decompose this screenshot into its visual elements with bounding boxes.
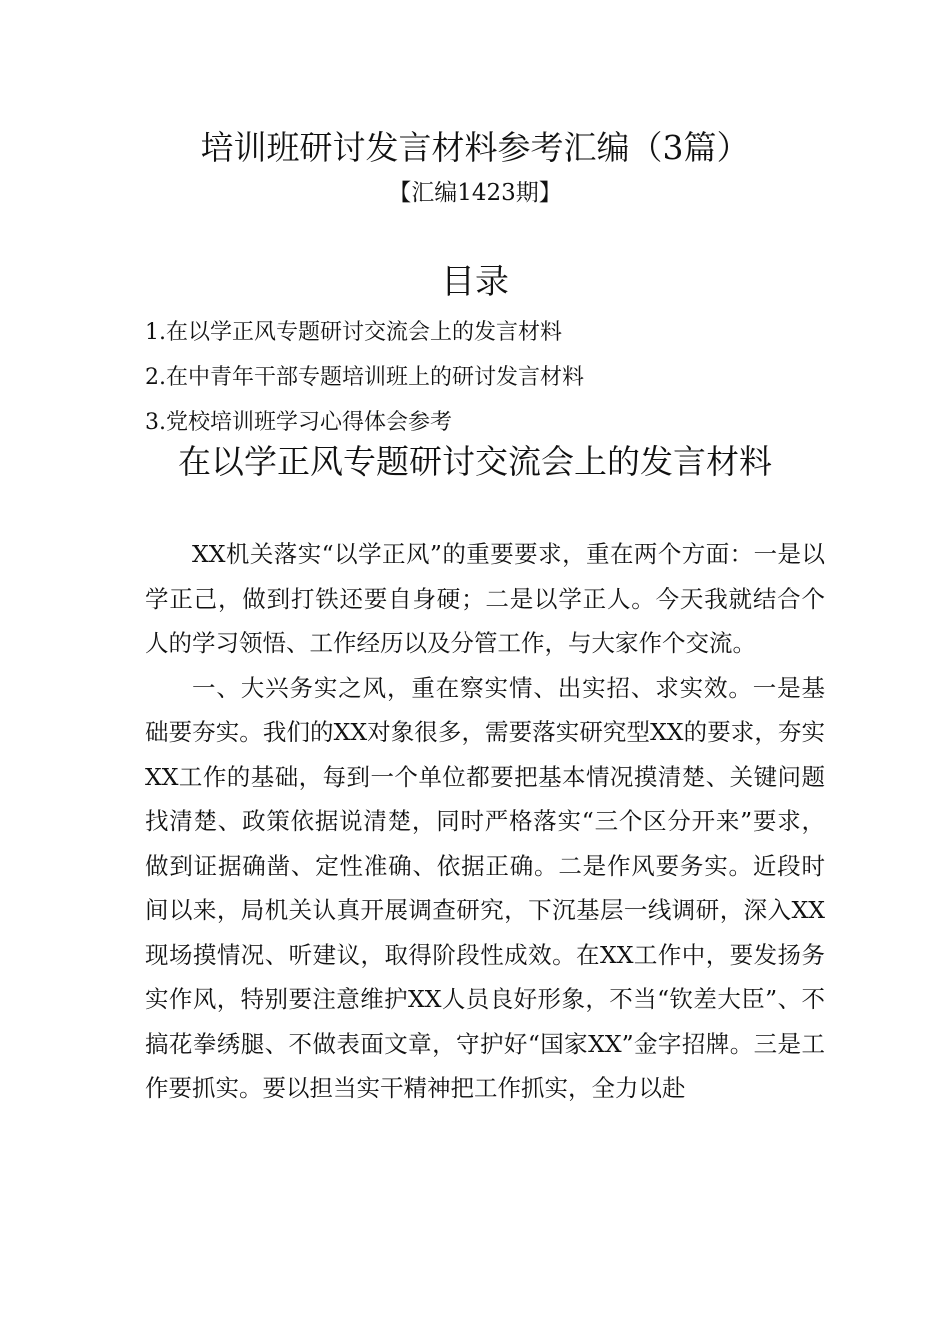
section-title: 在以学正风专题研讨交流会上的发言材料 xyxy=(178,442,772,481)
toc-heading: 目录 xyxy=(441,262,509,302)
table-of-contents xyxy=(145,310,845,445)
document-issue-number: 【汇编1423期】 xyxy=(388,180,562,206)
paragraph-intro: XX机关落实“以学正风”的重要要求，重在两个方面：一是以学正己，做到打铁还要自身硬；二是以学正人。今天我就结合个人的学习领悟、工作经历以及分管工作，与大家作个交流。 xyxy=(145,540,825,657)
section-body xyxy=(145,532,825,1111)
paragraph-point-one: 一、大兴务实之风，重在察实情、出实招、求实效。一是基础要夯实。我们的XX对象很多，需要落实研究型XX的要求，夯实XX工作的基础，每到一个单位都要把基本情况摸清楚、关键问题找清楚、政策依据说清楚，同时严格落实“三个区分开来”要求，做到证据确凿、定性准确、依据正确。二是作风要务实。近段时间以来，局机关认真开展调查研究，下沉基层一线调研，深入XX现场摸情况、听建议，取得阶段性成效。在XX工作中，要发扬务实作风，特别要注意维护XX人员良好形象，不当“钦差大臣”、不搞花拳绣腿、不做表面文章，守护好“国家XX”金字招牌。三是工作要抓实。要以担当实干精神把工作抓实，全力以赴 xyxy=(145,673,825,1102)
document-title: 培训班研讨发言材料参考汇编（3篇） xyxy=(200,128,750,167)
toc-item-2: 2.在中青年干部专题培训班上的研讨发言材料 xyxy=(145,365,584,390)
toc-item-1: 1.在以学正风专题研讨交流会上的发言材料 xyxy=(145,320,562,345)
toc-item-3: 3.党校培训班学习心得体会参考 xyxy=(145,410,452,435)
